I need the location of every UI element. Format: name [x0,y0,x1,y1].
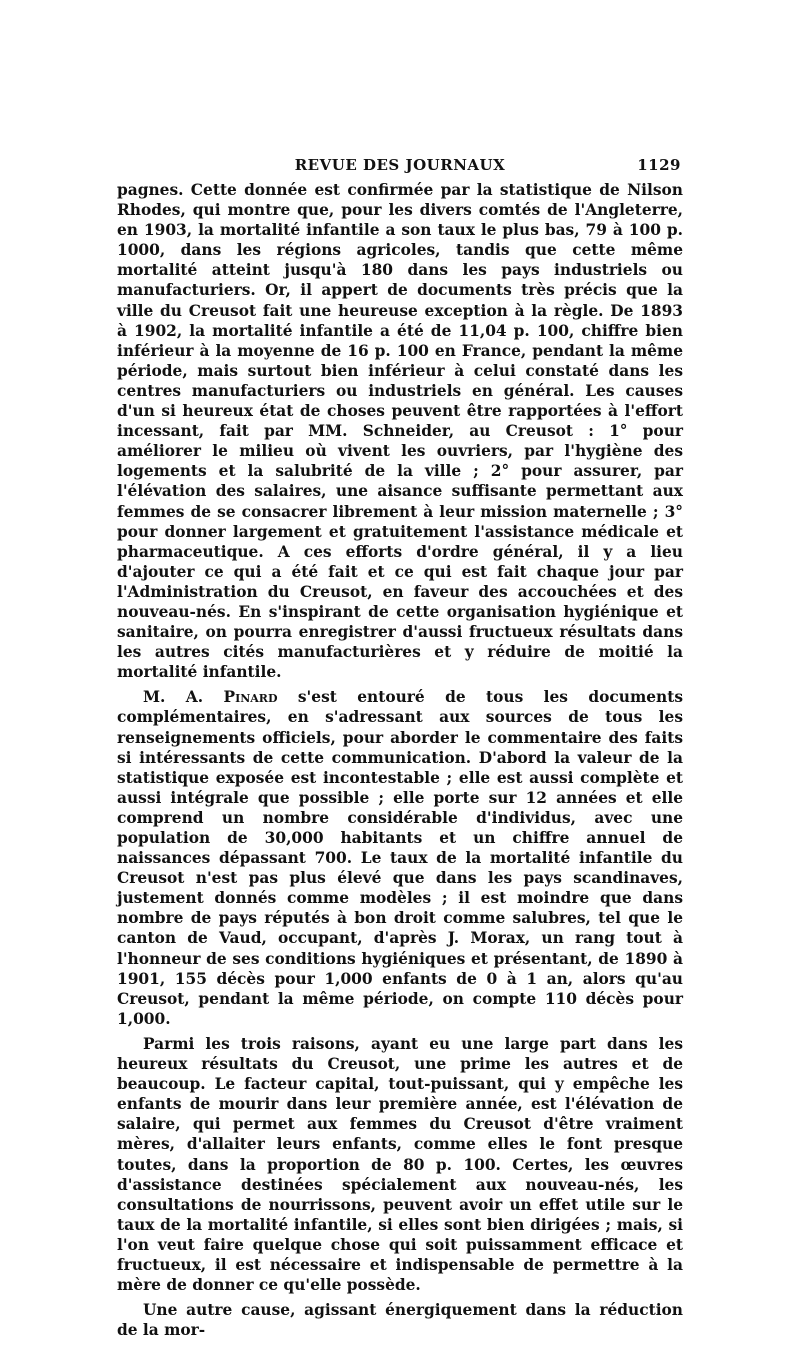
paragraph-4-text: Une autre cause, agissant énergiquement dans la réduction de la mor- [117,1301,683,1340]
paragraph-1 [117,180,683,682]
paragraph-1-text: pagnes. Cette donnée est confirmée par la statistique de Nilson Rhodes, qui montre que, pour les divers comtés de l'Angleterre, en 1903, la mortalité infantile a son taux le plus bas, 79 à 100 p. 1000, dans les régions agricoles, tandis que cette même mortalité atteint jusqu'à 180 dans les pays industriels ou manufacturiers. Or, il appert de documents très précis que la ville du Creusot fait une heureuse exception à la règle. De 1893 à 1902, la mortalité infantile a été de 11,04 p. 100, chiffre bien inférieur à la moyenne de 16 p. 100 en France, pendant la même période, mais surtout bien inférieur à celui constaté dans les centres manufacturiers ou industriels en général. Les causes d'un si heureux état de choses peuvent être rapportées à l'effort incessant, fait par MM. Schneider, au Creusot : 1° pour améliorer le milieu où vivent les ouvriers, par l'hygiène des logements et la salubrité de la ville ; 2° pour assurer, par l'élévation des salaires, une aisance suffisante permettant aux femmes de se consacrer librement à leur mission maternelle ; 3° pour donner largement et gratuitement l'assistance médicale et pharmaceutique. A ces efforts d'ordre général, il y a lieu d'ajouter ce qui a été fait et ce qui est fait chaque jour par l'Administration du Creusot, en faveur des accouchées et des nouveau-nés. En s'inspirant de cette organisation hygiénique et sanitaire, on pourra enregistrer d'aussi fructueux résultats dans les autres cités manufacturières et y réduire de moitié la mortalité infantile. [117,181,683,682]
author-name: Pinard [223,688,278,707]
paragraph-3-text: Parmi les trois raisons, ayant eu une large part dans les heureux résultats du Creusot, une prime les autres et de beaucoup. Le facteur capital, tout-puissant, qui y empêche les enfants de mourir dans leur première année, est l'élévation de salaire, qui permet aux femmes du Creusot d'être vraiment mères, d'allaiter leurs enfants, comme elles le font presque toutes, dans la proportion de 80 p. 100. Certes, les œuvres d'assistance destinées spécialement aux nouveau-nés, les consultations de nourrissons, peuvent avoir un effet utile sur le taux de la mortalité infantile, si elles sont bien dirigées ; mais, si l'on veut faire quelque chose qui soit puissamment efficace et fructueux, il est nécessaire et indispensable de permettre à la mère de donner ce qu'elle possède. [117,1034,683,1295]
running-head [117,150,683,180]
article-body [117,180,683,1340]
paragraph-3 [117,1034,683,1295]
paragraph-4 [117,1300,683,1340]
journal-page [117,150,683,1345]
page-number: 1129 [637,156,681,174]
paragraph-2-lead: M. A. [143,688,224,707]
paragraph-2-text: s'est entouré de tous les documents complémentaires, en s'adressant aux sources de tous les renseignements officiels, pour aborder le commentaire des faits si intéressants de cette communication. D'abord la valeur de la statistique exposée est incontestable ; elle est aussi complète et aussi intégrale que possible ; elle porte sur 12 années et elle comprend un nombre considérable d'individus, avec une population de 30,000 habitants et un chiffre annuel de naissances dépassant 700. Le taux de la mortalité infantile du Creusot n'est pas plus élevé que dans les pays scandinaves, justement donnés comme modèles ; il est moindre que dans nombre de pays réputés à bon droit comme salubres, tel que le canton de Vaud, occupant, d'après J. Morax, un rang tout à l'honneur de ses conditions hygiéniques et présentant, de 1890 à 1901, 155 décès pour 1,000 enfants de 0 à 1 an, alors qu'au Creusot, pendant la même période, on compte 110 décès pour 1,000. [117,688,683,1028]
journal-title: REVUE DES JOURNAUX [294,156,506,174]
paragraph-2 [117,687,683,1029]
